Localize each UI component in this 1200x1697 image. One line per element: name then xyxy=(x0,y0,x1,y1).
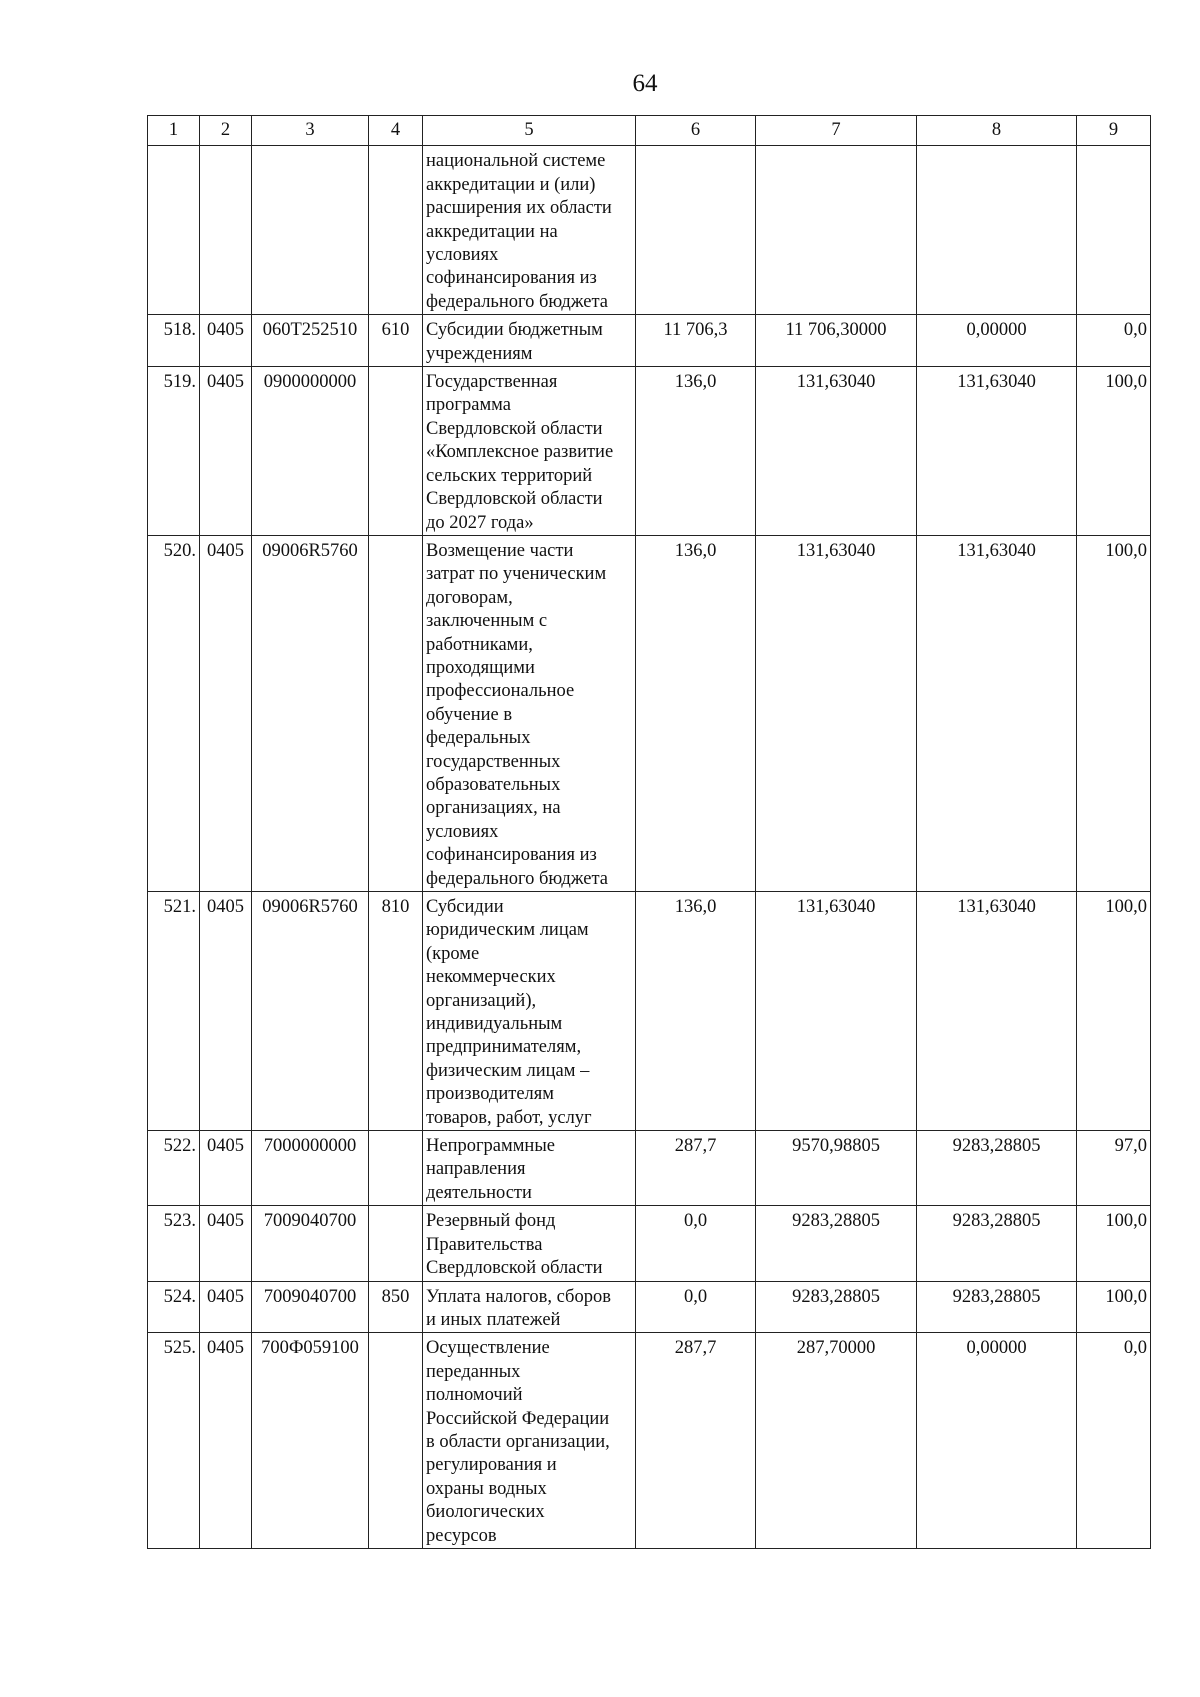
description-line: сельских территорий xyxy=(426,465,593,486)
description-line: некоммерческих xyxy=(426,967,556,988)
table-row xyxy=(148,892,1151,1131)
description-line: Государственная xyxy=(426,372,558,393)
table-body xyxy=(148,146,1151,1549)
description-line: учреждениям xyxy=(426,343,533,364)
column-header-1: 1 xyxy=(148,116,200,146)
description-line: ресурсов xyxy=(426,1525,497,1546)
target-article-code xyxy=(252,146,369,315)
executed-amount: 0,00000 xyxy=(917,315,1077,367)
row-description xyxy=(423,1206,636,1281)
description-line: и иных платежей xyxy=(426,1309,561,1330)
section-code xyxy=(200,146,252,315)
description-line: индивидуальным xyxy=(426,1014,563,1035)
expense-type-code: 850 xyxy=(369,1281,423,1333)
description-line: Возмещение части xyxy=(426,540,574,561)
planned-amount: 0,0 xyxy=(636,1206,756,1281)
description-line: национальной системе xyxy=(426,151,606,172)
table-row xyxy=(148,1333,1151,1549)
description-line: федерального бюджета xyxy=(426,291,609,312)
description-line: условиях xyxy=(426,821,499,842)
approved-amount xyxy=(756,146,917,315)
approved-amount: 131,63040 xyxy=(756,535,917,891)
page-number: 64 xyxy=(632,70,658,97)
row-number: 518. xyxy=(148,315,200,367)
section-code: 0405 xyxy=(200,1333,252,1549)
column-header-6: 6 xyxy=(636,116,756,146)
approved-amount: 9283,28805 xyxy=(756,1281,917,1333)
table-row xyxy=(148,1206,1151,1281)
description-line: аккредитации на xyxy=(426,221,558,242)
description-line: Свердловской области xyxy=(426,489,603,510)
executed-amount: 131,63040 xyxy=(917,367,1077,536)
target-article-code: 7009040700 xyxy=(252,1206,369,1281)
executed-amount: 9283,28805 xyxy=(917,1281,1077,1333)
execution-percent: 100,0 xyxy=(1077,892,1151,1131)
description-line: Правительства xyxy=(426,1234,543,1255)
target-article-code: 060T252510 xyxy=(252,315,369,367)
description-line: Осуществление xyxy=(426,1338,550,1359)
description-line: Уплата налогов, сборов xyxy=(426,1286,611,1307)
target-article-code: 7009040700 xyxy=(252,1281,369,1333)
approved-amount: 9283,28805 xyxy=(756,1206,917,1281)
row-number: 525. xyxy=(148,1333,200,1549)
approved-amount: 131,63040 xyxy=(756,892,917,1131)
row-number: 520. xyxy=(148,535,200,891)
row-description xyxy=(423,367,636,536)
execution-percent: 0,0 xyxy=(1077,1333,1151,1549)
description-line: (кроме xyxy=(426,943,480,964)
description-line: федерального бюджета xyxy=(426,868,609,889)
target-article-code: 700Ф059100 xyxy=(252,1333,369,1549)
target-article-code: 09006R5760 xyxy=(252,535,369,891)
target-article-code: 09006R5760 xyxy=(252,892,369,1131)
description-line: аккредитации и (или) xyxy=(426,174,596,195)
target-article-code: 0900000000 xyxy=(252,367,369,536)
description-line: условиях xyxy=(426,245,499,266)
column-header-8: 8 xyxy=(917,116,1077,146)
description-line: организациях, на xyxy=(426,798,561,819)
description-line: расширения их области xyxy=(426,198,612,219)
description-line: заключенным с xyxy=(426,611,548,632)
planned-amount xyxy=(636,146,756,315)
section-code: 0405 xyxy=(200,315,252,367)
description-line: проходящими xyxy=(426,657,535,678)
description-line: охраны водных xyxy=(426,1478,547,1499)
table-row xyxy=(148,315,1151,367)
expense-type-code xyxy=(369,146,423,315)
section-code: 0405 xyxy=(200,367,252,536)
execution-percent: 0,0 xyxy=(1077,315,1151,367)
description-line: биологических xyxy=(426,1502,545,1523)
description-line: «Комплексное развитие xyxy=(426,442,614,463)
execution-percent: 100,0 xyxy=(1077,1206,1151,1281)
row-description xyxy=(423,1131,636,1206)
row-description xyxy=(423,535,636,891)
description-line: товаров, работ, услуг xyxy=(426,1107,592,1128)
target-article-code: 7000000000 xyxy=(252,1131,369,1206)
row-number: 519. xyxy=(148,367,200,536)
approved-amount: 9570,98805 xyxy=(756,1131,917,1206)
planned-amount: 287,7 xyxy=(636,1131,756,1206)
column-header-5: 5 xyxy=(423,116,636,146)
description-line: затрат по ученическим xyxy=(426,564,607,585)
planned-amount: 0,0 xyxy=(636,1281,756,1333)
row-description xyxy=(423,892,636,1131)
section-code: 0405 xyxy=(200,1131,252,1206)
expense-type-code xyxy=(369,1333,423,1549)
row-number: 521. xyxy=(148,892,200,1131)
execution-percent: 97,0 xyxy=(1077,1131,1151,1206)
execution-percent xyxy=(1077,146,1151,315)
executed-amount: 0,00000 xyxy=(917,1333,1077,1549)
row-description xyxy=(423,1333,636,1549)
table-row xyxy=(148,1281,1151,1333)
executed-amount xyxy=(917,146,1077,315)
execution-percent: 100,0 xyxy=(1077,1281,1151,1333)
section-code: 0405 xyxy=(200,535,252,891)
description-line: направления xyxy=(426,1159,526,1180)
expense-type-code xyxy=(369,367,423,536)
header-row xyxy=(148,116,1151,146)
column-header-4: 4 xyxy=(369,116,423,146)
execution-percent: 100,0 xyxy=(1077,535,1151,891)
description-line: федеральных xyxy=(426,728,531,749)
description-line: предпринимателям, xyxy=(426,1037,582,1058)
description-line: Российской Федерации xyxy=(426,1408,610,1429)
description-line: деятельности xyxy=(426,1182,532,1203)
description-line: полномочий xyxy=(426,1385,523,1406)
executed-amount: 131,63040 xyxy=(917,535,1077,891)
description-line: организаций), xyxy=(426,990,537,1011)
table-row xyxy=(148,367,1151,536)
approved-amount: 131,63040 xyxy=(756,367,917,536)
description-line: государственных xyxy=(426,751,561,772)
row-number: 524. xyxy=(148,1281,200,1333)
row-number: 523. xyxy=(148,1206,200,1281)
description-line: физическим лицам – xyxy=(426,1060,590,1081)
row-number: 522. xyxy=(148,1131,200,1206)
budget-table xyxy=(147,115,1151,1549)
expense-type-code xyxy=(369,1206,423,1281)
description-line: Резервный фонд xyxy=(426,1211,556,1232)
description-line: софинансирования из xyxy=(426,268,597,289)
expense-type-code: 610 xyxy=(369,315,423,367)
expense-type-code xyxy=(369,1131,423,1206)
description-line: переданных xyxy=(426,1361,521,1382)
approved-amount: 287,70000 xyxy=(756,1333,917,1549)
execution-percent: 100,0 xyxy=(1077,367,1151,536)
description-line: образовательных xyxy=(426,774,561,795)
table-row xyxy=(148,535,1151,891)
executed-amount: 131,63040 xyxy=(917,892,1077,1131)
section-code: 0405 xyxy=(200,892,252,1131)
description-line: программа xyxy=(426,395,511,416)
column-header-2: 2 xyxy=(200,116,252,146)
executed-amount: 9283,28805 xyxy=(917,1131,1077,1206)
column-header-7: 7 xyxy=(756,116,917,146)
description-line: профессиональное xyxy=(426,681,575,702)
planned-amount: 11 706,3 xyxy=(636,315,756,367)
description-line: юридическим лицам xyxy=(426,920,589,941)
column-header-3: 3 xyxy=(252,116,369,146)
expense-type-code: 810 xyxy=(369,892,423,1131)
description-line: регулирования и xyxy=(426,1455,557,1476)
table-row xyxy=(148,1131,1151,1206)
description-line: в области организации, xyxy=(426,1431,610,1452)
planned-amount: 136,0 xyxy=(636,892,756,1131)
description-line: Непрограммные xyxy=(426,1136,555,1157)
row-description xyxy=(423,1281,636,1333)
description-line: Свердловской области xyxy=(426,1258,603,1279)
description-line: работниками, xyxy=(426,634,533,655)
description-line: до 2027 года» xyxy=(426,512,534,533)
planned-amount: 136,0 xyxy=(636,367,756,536)
description-line: Свердловской области xyxy=(426,418,603,439)
description-line: Субсидии бюджетным xyxy=(426,320,603,341)
row-description xyxy=(423,146,636,315)
row-number xyxy=(148,146,200,315)
description-line: софинансирования из xyxy=(426,845,597,866)
description-line: обучение в xyxy=(426,704,513,725)
executed-amount: 9283,28805 xyxy=(917,1206,1077,1281)
description-line: производителям xyxy=(426,1084,554,1105)
description-line: Субсидии xyxy=(426,897,504,917)
row-description xyxy=(423,315,636,367)
planned-amount: 287,7 xyxy=(636,1333,756,1549)
description-line: договорам, xyxy=(426,587,513,608)
section-code: 0405 xyxy=(200,1206,252,1281)
expense-type-code xyxy=(369,535,423,891)
table-row xyxy=(148,146,1151,315)
approved-amount: 11 706,30000 xyxy=(756,315,917,367)
planned-amount: 136,0 xyxy=(636,535,756,891)
section-code: 0405 xyxy=(200,1281,252,1333)
column-header-9: 9 xyxy=(1077,116,1151,146)
